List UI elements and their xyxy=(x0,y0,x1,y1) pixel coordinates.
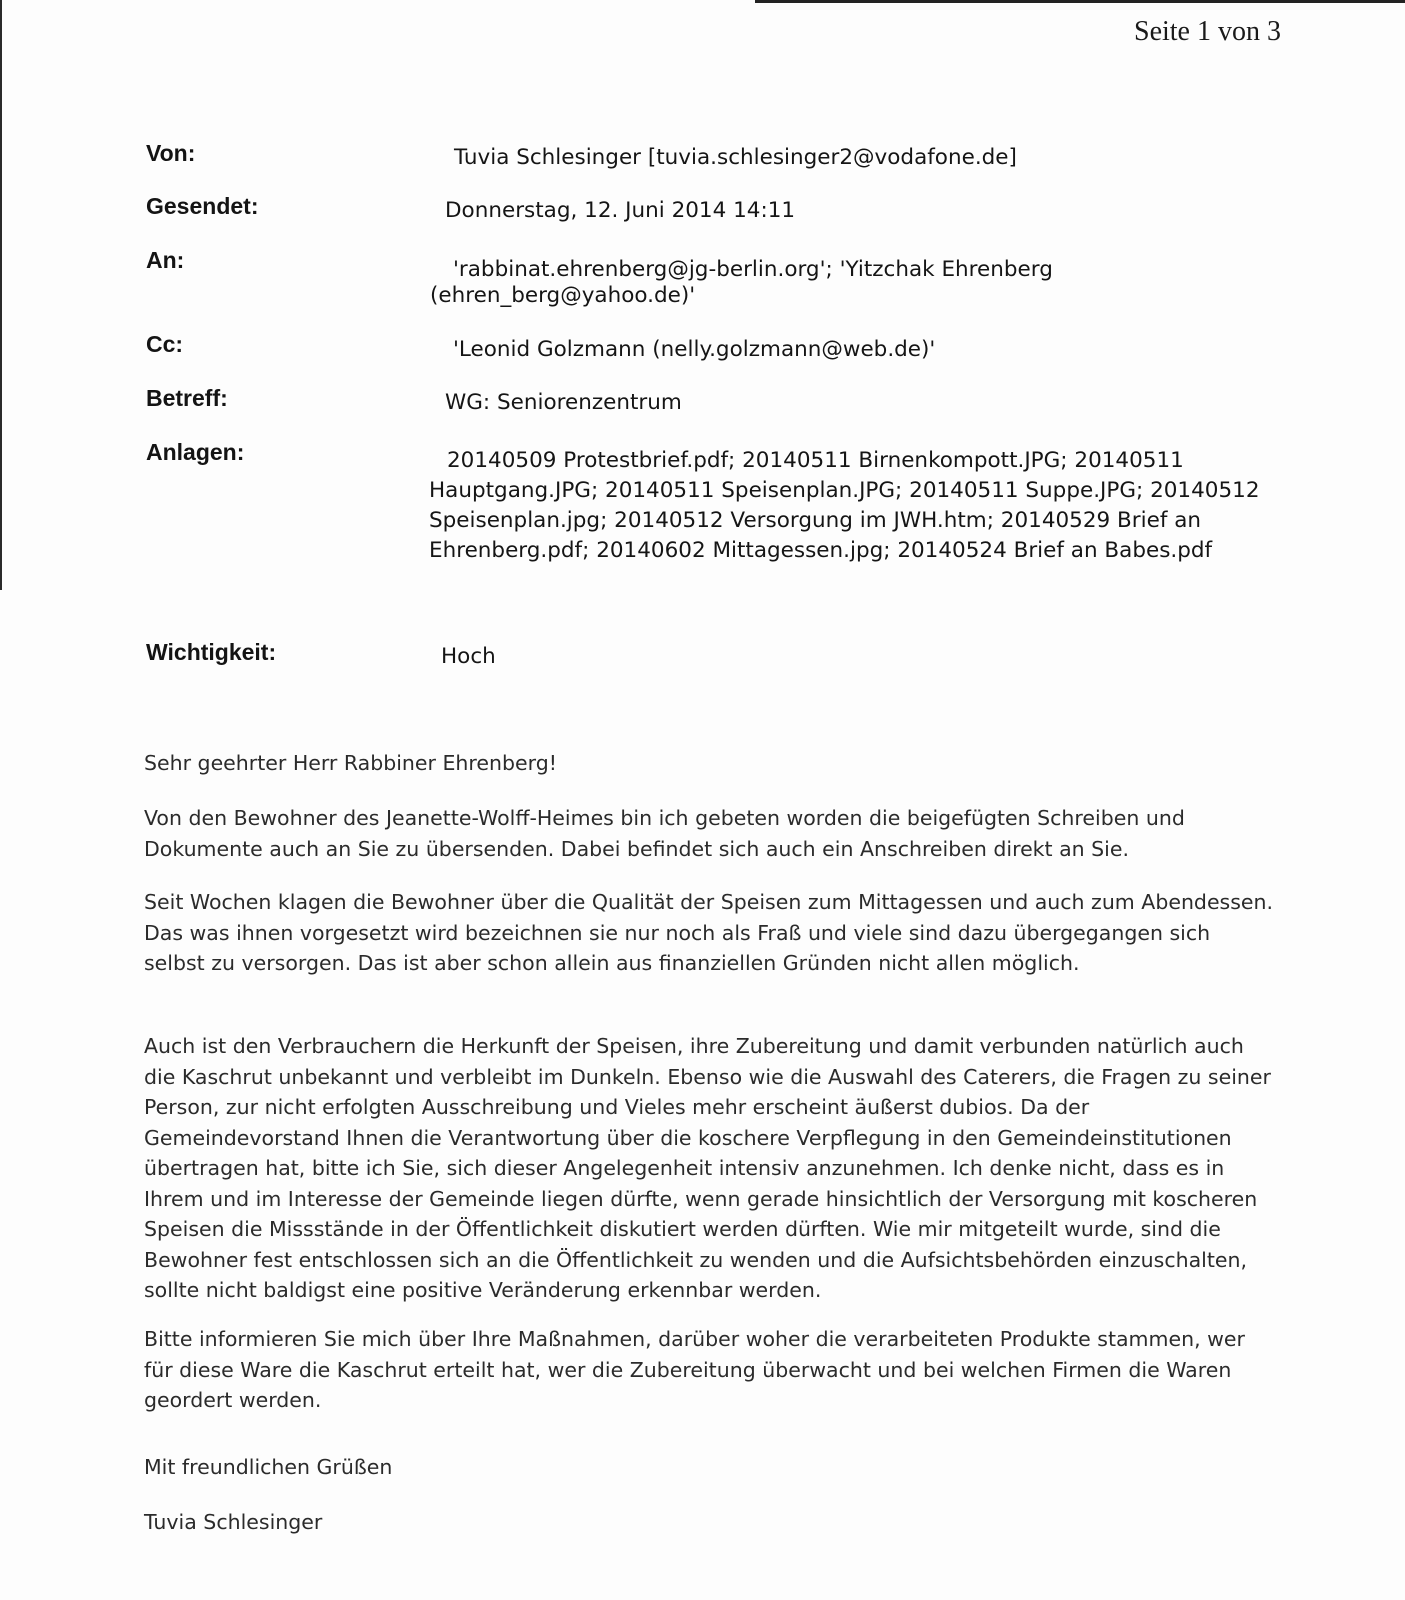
from-label: Von: xyxy=(146,140,196,166)
paragraph-4 xyxy=(144,1324,1274,1416)
paragraph-2 xyxy=(144,887,1274,979)
paragraph-2-text: Seit Wochen klagen die Bewohner über die Qualität der Speisen zum Mittagessen und auch zum Abendessen. Das was ihnen vorgesetzt wird bezeichnen sie nur noch als Fraß und viele sind dazu übergegangen sich selbst zu versorgen. Das ist aber schon allein aus finanziellen Gründen nicht allen möglich. xyxy=(144,890,1274,975)
sent-value: Donnerstag, 12. Juni 2014 14:11 xyxy=(445,198,796,223)
to-value-line-2: (ehren_berg@yahoo.de)' xyxy=(430,283,696,308)
to-value-line-1: 'rabbinat.ehrenberg@jg-berlin.org'; 'Yitzchak Ehrenberg xyxy=(453,257,1053,282)
paragraph-3 xyxy=(144,1031,1274,1306)
from-value: Tuvia Schlesinger [tuvia.schlesinger2@vodafone.de] xyxy=(454,145,1017,170)
sent-label: Gesendet: xyxy=(146,193,259,219)
attachments-line-3: Speisenplan.jpg; 20140512 Versorgung im JWH.htm; 20140529 Brief an xyxy=(429,508,1202,533)
attachments-line-1: 20140509 Protestbrief.pdf; 20140511 Birnenkompott.JPG; 20140511 xyxy=(447,448,1184,473)
page-number: Seite 1 von 3 xyxy=(1134,16,1281,47)
cc-value: 'Leonid Golzmann (nelly.golzmann@web.de)' xyxy=(453,337,936,362)
paragraph-4-text: Bitte informieren Sie mich über Ihre Maßnahmen, darüber woher die verarbeiteten Produkte stammen, wer für diese Ware die Kaschrut erteilt hat, wer die Zubereitung überwacht und bei welchen Firmen die Waren geordert werden. xyxy=(144,1327,1245,1412)
salutation xyxy=(144,748,1274,779)
attachments-line-2: Hauptgang.JPG; 20140511 Speisenplan.JPG; 20140511 Suppe.JPG; 20140512 xyxy=(429,478,1260,503)
closing-text: Mit freundlichen Grüßen xyxy=(144,1455,393,1479)
paragraph-1-text: Von den Bewohner des Jeanette-Wolff-Heimes bin ich gebeten worden die beigefügten Schreiben und Dokumente auch an Sie zu übersenden. Dabei befindet sich auch ein Anschreiben direkt an Sie. xyxy=(144,806,1185,861)
signature xyxy=(144,1507,1274,1538)
salutation-text: Sehr geehrter Herr Rabbiner Ehrenberg! xyxy=(144,751,557,775)
attachments-line-4: Ehrenberg.pdf; 20140602 Mittagessen.jpg; 20140524 Brief an Babes.pdf xyxy=(429,538,1213,563)
scan-edge-left xyxy=(0,0,2,590)
closing xyxy=(144,1452,1274,1483)
scan-edge-top xyxy=(755,0,1405,3)
attachments-label: Anlagen: xyxy=(146,439,245,465)
cc-label: Cc: xyxy=(146,331,184,357)
subject-label: Betreff: xyxy=(146,385,228,411)
to-label: An: xyxy=(146,247,185,273)
paragraph-1 xyxy=(144,803,1274,864)
subject-value: WG: Seniorenzentrum xyxy=(445,390,682,415)
signature-text: Tuvia Schlesinger xyxy=(144,1510,323,1534)
paragraph-3-text: Auch ist den Verbrauchern die Herkunft der Speisen, ihre Zubereitung und damit verbunden natürlich auch die Kaschrut unbekannt und verbleibt im Dunkeln. Ebenso wie die Auswahl des Caterers, die Fragen zu seiner Person, zur nicht erfolgten Ausschreibung und Vieles mehr erscheint äußerst dubios. Da der Gemeindevorstand Ihnen die Verantwortung über die koschere Verpflegung in den Gemeindeinstitutionen übertragen hat, bitte ich Sie, sich dieser Angelegenheit intensiv anzunehmen. Ich denke nicht, dass es in Ihrem und im Interesse der Gemeinde liegen dürfte, wenn gerade hinsichtlich der Versorgung mit koscheren Speisen die Missstände in der Öffentlichkeit diskutiert werden dürften. Wie mir mitgeteilt wurde, sind die Bewohner fest entschlossen sich an die Öffentlichkeit zu wenden und die Aufsichtsbehörden einzuschalten, sollte nicht baldigst eine positive Veränderung erkennbar werden. xyxy=(144,1034,1271,1302)
importance-label: Wichtigkeit: xyxy=(146,639,277,665)
importance-value: Hoch xyxy=(441,644,496,669)
